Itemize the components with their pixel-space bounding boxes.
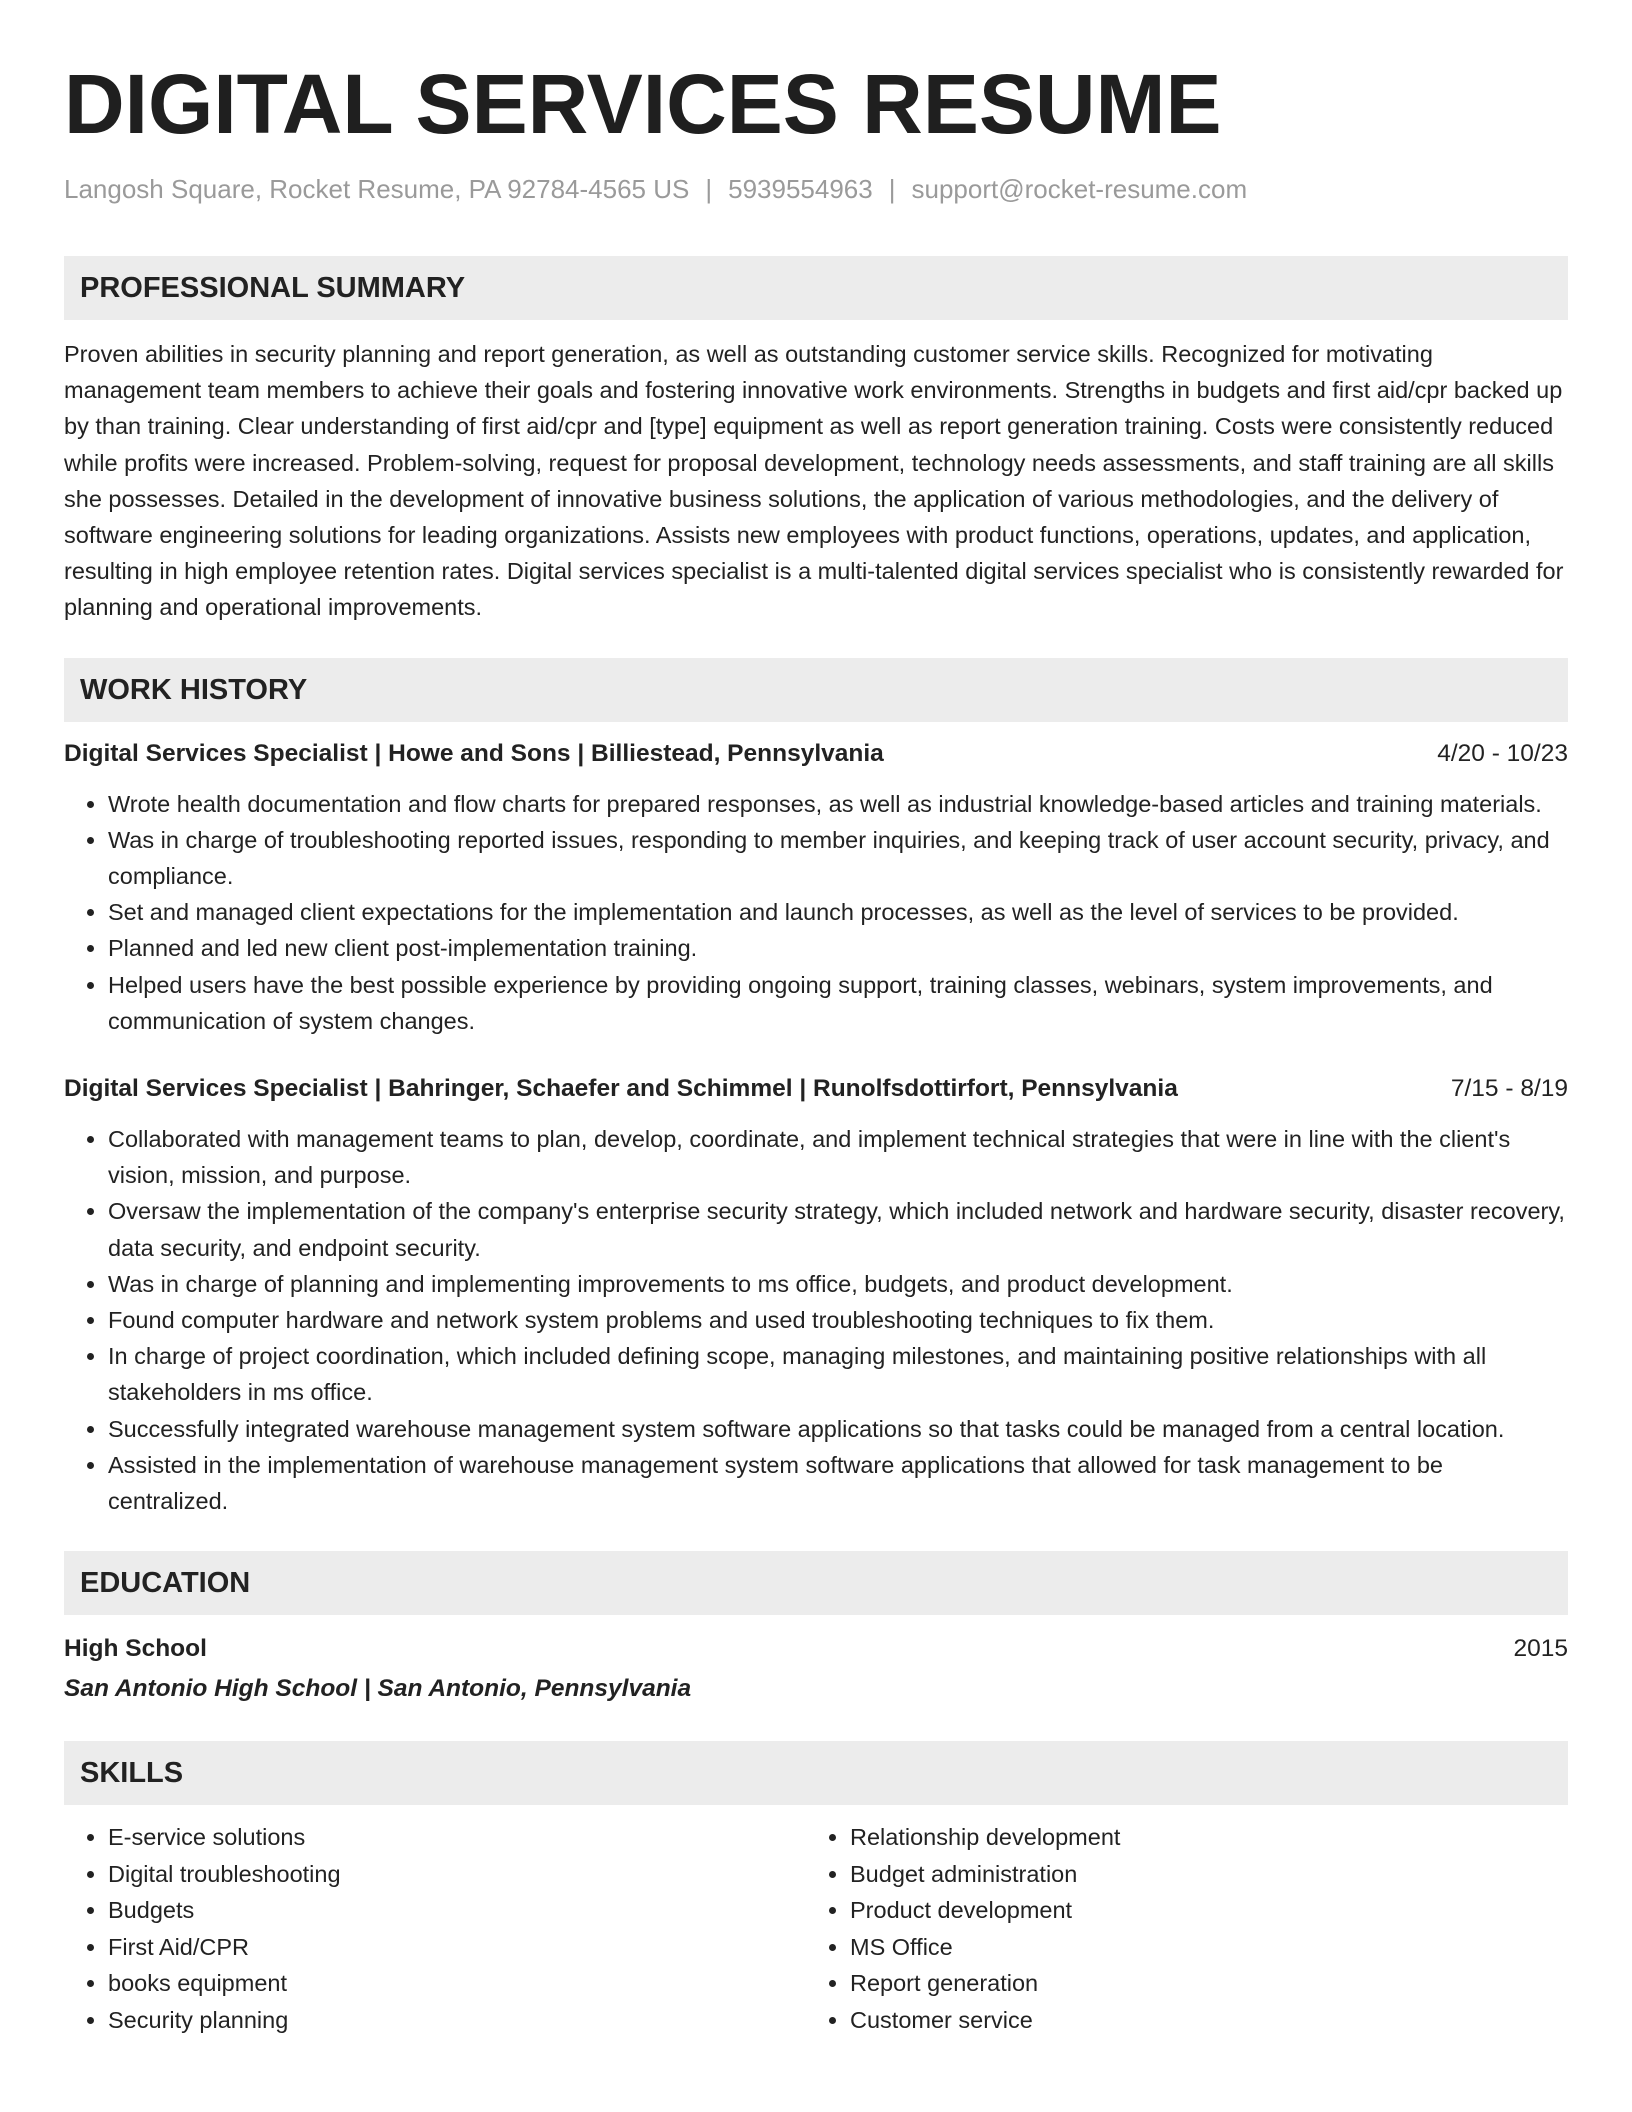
section-header-summary: PROFESSIONAL SUMMARY bbox=[64, 256, 1568, 320]
summary-text: Proven abilities in security planning and report generation, as well as outstanding customer service skills. Recognized for motivating management team members to achieve their goals and fostering innovative work environments. Strengths in budgets and first aid/cpr backed up by than training. Clear understanding of first aid/cpr and [type] equipment as well as report generation training. Costs were consistently reduced while profits were increased. Problem-solving, request for proposal development, technology needs assessments, and staff training are all skills she possesses. Detailed in the development of innovative business solutions, the application of various methodologies, and the delivery of software engineering solutions for leading organizations. Assists new employees with product functions, operations, updates, and application, resulting in high employee retention rates. Digital services specialist is a multi-talented digital services specialist who is consistently rewarded for planning and operational improvements. bbox=[64, 341, 1564, 621]
skill-item: • Digital troubleshooting bbox=[108, 1856, 806, 1893]
resume-title: DIGITAL SERVICES RESUME bbox=[64, 57, 1222, 151]
resume-page bbox=[64, 56, 1568, 2038]
skill-item: • books equipment bbox=[108, 1965, 806, 2002]
job-entry bbox=[64, 1071, 1568, 1519]
job-heading bbox=[64, 736, 1568, 772]
job-bullet: • Collaborated with management teams to plan, develop, coordinate, and implement technical strategies that were in line with the client's vision, mission, and purpose. bbox=[108, 1121, 1568, 1193]
section-header-work-history: WORK HISTORY bbox=[64, 658, 1568, 722]
contact-separator: | bbox=[705, 174, 713, 204]
skills-list bbox=[806, 1819, 1548, 2038]
job-bullet: • Wrote health documentation and flow charts for prepared responses, as well as industrial knowledge-based articles and training materials. bbox=[108, 786, 1568, 822]
job-bullet: • Oversaw the implementation of the company's enterprise security strategy, which included network and hardware security, disaster recovery, data security, and endpoint security. bbox=[108, 1193, 1568, 1265]
section-header-skills: SKILLS bbox=[64, 1741, 1568, 1805]
job-bullet: • Successfully integrated warehouse management system software applications so that tasks could be managed from a central location. bbox=[108, 1411, 1568, 1447]
education-year: 2015 bbox=[1513, 1635, 1568, 1663]
phone: 5939554963 bbox=[728, 174, 873, 204]
skill-item: • Budgets bbox=[108, 1892, 806, 1929]
skills-column-right bbox=[806, 1819, 1548, 2038]
job-bullet: • Was in charge of planning and implementing improvements to ms office, budgets, and product development. bbox=[108, 1266, 1568, 1302]
job-bullet: • Set and managed client expectations for the implementation and launch processes, as well as the level of services to be provided. bbox=[108, 894, 1568, 930]
job-bullet: • Found computer hardware and network system problems and used troubleshooting techniques to fix them. bbox=[108, 1302, 1568, 1338]
job-bullet: • Assisted in the implementation of warehouse management system software applications that allowed for task management to be centralized. bbox=[108, 1447, 1568, 1519]
skill-item: • Customer service bbox=[850, 2002, 1548, 2039]
job-bullet: • Helped users have the best possible experience by providing ongoing support, training classes, webinars, system improvements, and communication of system changes. bbox=[108, 967, 1568, 1039]
skill-item: • Security planning bbox=[108, 2002, 806, 2039]
skill-item: • Budget administration bbox=[850, 1856, 1548, 1893]
skills-column-left bbox=[64, 1819, 806, 2038]
job-dates: 4/20 - 10/23 bbox=[1437, 739, 1568, 767]
education-school: San Antonio High School | San Antonio, Pennsylvania bbox=[64, 1675, 692, 1703]
job-title: Digital Services Specialist | Bahringer, Schaefer and Schimmel | Runolfsdottirfort, Pennsylvania bbox=[64, 1075, 1178, 1103]
contact-line bbox=[64, 172, 1568, 206]
address: Langosh Square, Rocket Resume, PA 92784-4565 US bbox=[64, 174, 690, 204]
skill-item: • First Aid/CPR bbox=[108, 1929, 806, 1966]
skill-item: • Report generation bbox=[850, 1965, 1548, 2002]
skill-item: • E-service solutions bbox=[108, 1819, 806, 1856]
contact-separator: | bbox=[888, 174, 896, 204]
skill-item: • Product development bbox=[850, 1892, 1548, 1929]
job-bullet: • In charge of project coordination, which included defining scope, managing milestones, and maintaining positive relationships with all stakeholders in ms office. bbox=[108, 1338, 1568, 1410]
job-heading bbox=[64, 1071, 1568, 1107]
education-heading bbox=[64, 1631, 1568, 1667]
job-bullet: • Was in charge of troubleshooting reported issues, responding to member inquiries, and keeping track of user account security, privacy, and compliance. bbox=[108, 822, 1568, 894]
job-entry bbox=[64, 736, 1568, 1039]
job-bullet: • Planned and led new client post-implementation training. bbox=[108, 930, 1568, 966]
skills-grid bbox=[64, 1819, 1568, 2038]
skill-item: • Relationship development bbox=[850, 1819, 1548, 1856]
skill-item: • MS Office bbox=[850, 1929, 1548, 1966]
skills-list bbox=[64, 1819, 806, 2038]
education-degree: High School bbox=[64, 1635, 207, 1663]
job-dates: 7/15 - 8/19 bbox=[1450, 1075, 1568, 1103]
section-header-education: EDUCATION bbox=[64, 1551, 1568, 1615]
email: support@rocket-resume.com bbox=[911, 174, 1248, 204]
job-bullets bbox=[64, 786, 1568, 1039]
job-title: Digital Services Specialist | Howe and Sons | Billiestead, Pennsylvania bbox=[64, 739, 884, 767]
job-bullets bbox=[64, 1121, 1568, 1519]
